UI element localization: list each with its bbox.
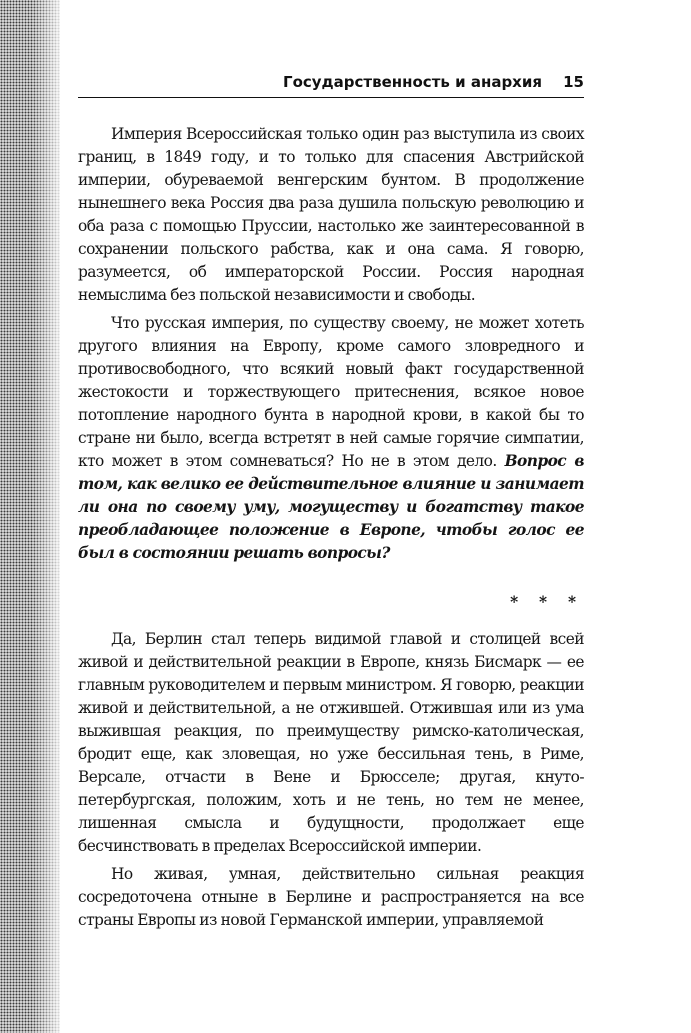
page-body — [78, 123, 584, 937]
paragraph-3: Да, Берлин стал теперь видимой главой и столицей всей живой и действительной реакции в Европе, князь Бисмарк — ее главным руководителем и первым министром. Я говорю, реакции живой и действительной, а не отжившей. Отжившая или из ума выжившая реакция, по преимуществу римско-католическая, бродит еще, как зловещая, но уже бессильная тень, в Риме, Версале, отчасти в Вене и Брюсселе; другая, кнуто-петербургская, положим, хоть и не тень, но тем не менее, лишенная смысла и будущности, продолжает еще бесчинствовать в пределах Всероссийской империи. — [78, 630, 584, 855]
page-edge-fade — [32, 0, 66, 1033]
running-header — [78, 72, 584, 98]
paragraph-1: Империя Всероссийская только один раз выступила из своих границ, в 1849 году, и то только для спасения Австрийской империи, обуреваемой венгерским бунтом. В продолжение нынешнего века Россия два раза душила польскую революцию и оба раза с помощью Пруссии, настолько же заинтересованной в сохранении польского рабства, как и она сама. Я говорю, разумеется, об императорской России. Россия народная немыслима без польской независимости и свободы. — [78, 125, 584, 304]
paragraph-2-emphasis: Вопрос в том, как велико ее действительное влияние и занимает ли она по своему уму, могуществу и богатству такое преобладающее положение в Европе, чтобы голос ее был в состоянии решать вопросы? — [78, 452, 584, 562]
paragraph-4: Но живая, умная, действительно сильная реакция сосредоточена отныне в Берлине и распространяется на все страны Европы из новой Германской империи, управляемой — [78, 865, 584, 929]
paragraph-2-text: Что русская империя, по существу своему, не может хотеть другого влияния на Европу, кроме самого зловредного и противосвободного, что всякий новый факт государственной жестокости и торжествующего притеснения, всякое новое потопление народного бунта в народной крови, в какой бы то стране ни было, всегда встретят в ней самые горячие симпатии, кто может в этом сомневаться? Но не в этом дело. — [78, 314, 584, 470]
section-separator: * * * — [510, 593, 584, 611]
paragraph-2 — [78, 312, 584, 565]
header-rule — [78, 97, 584, 98]
running-header-title: Государственность и анархия — [283, 73, 542, 91]
page-number: 15 — [563, 73, 584, 91]
